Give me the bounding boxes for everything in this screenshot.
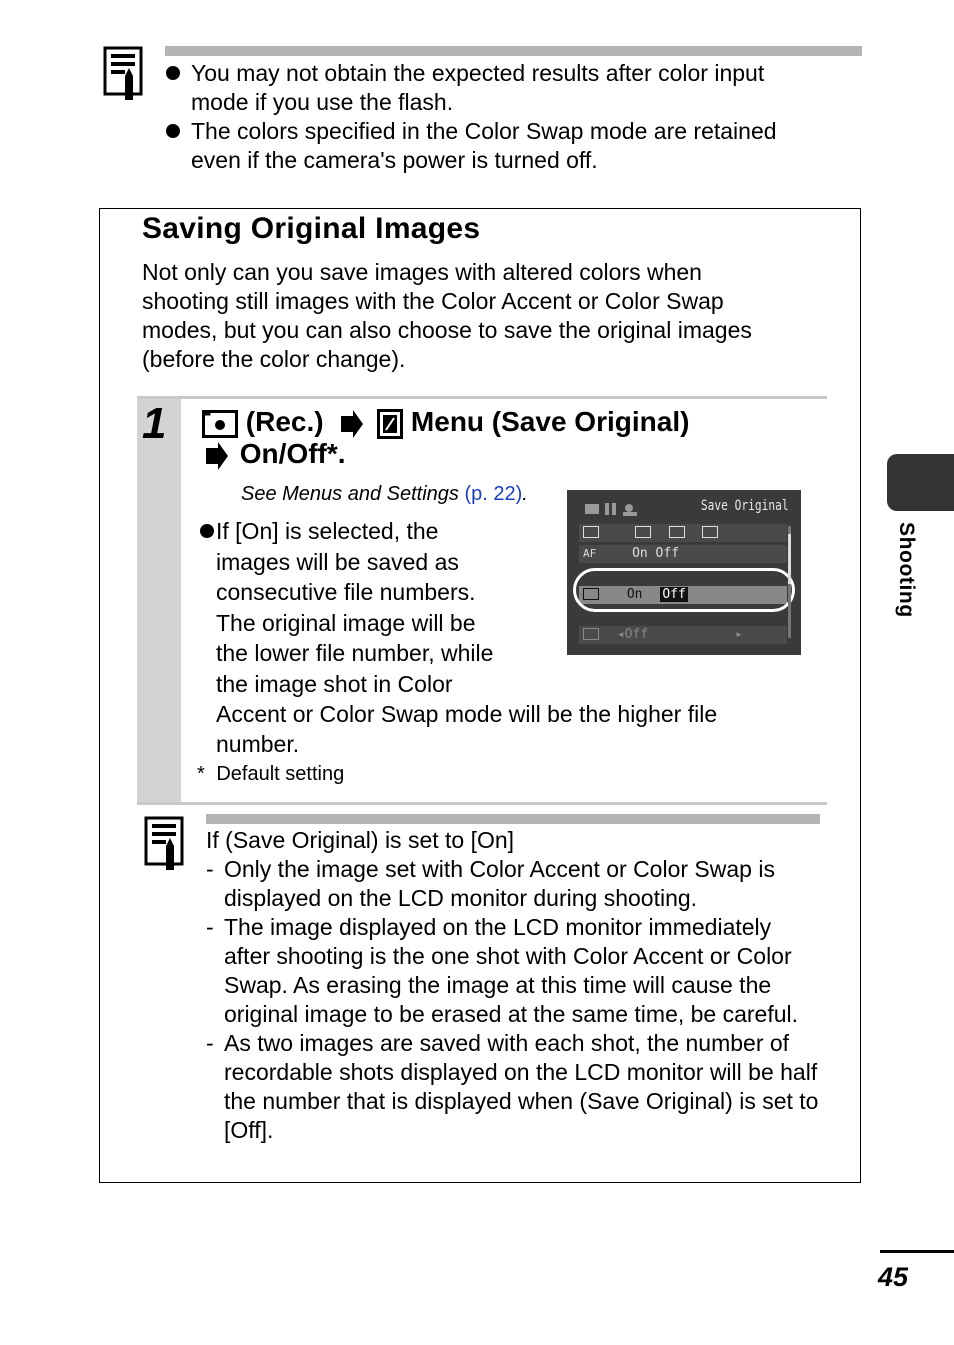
step-body-line: If [On] is selected, the — [216, 518, 439, 544]
step-number-column — [137, 399, 181, 802]
page-number-rule — [880, 1250, 954, 1253]
rec-label: (Rec.) — [245, 406, 324, 437]
arrow-right-icon — [337, 410, 365, 438]
lcd-setting-icon — [583, 628, 599, 640]
see-text: See Menus and Settings — [241, 483, 459, 505]
menu-label: Menu (Save Original) — [410, 406, 690, 437]
lower-note-item — [206, 913, 821, 1029]
lcd-row-bottom — [579, 626, 787, 644]
lcd-selection-highlight — [573, 568, 795, 612]
lower-note-heading: If (Save Original) is set to [On] — [206, 827, 515, 853]
save-original-icon — [377, 409, 403, 439]
footnote — [197, 760, 344, 788]
footnote-text: Default setting — [216, 763, 345, 785]
note-icon — [144, 816, 184, 870]
step-heading-line-2 — [202, 437, 346, 471]
bullet — [200, 524, 214, 538]
note-bullet-2-line-1: The colors specified in the Color Swap mode are retained — [191, 118, 777, 144]
rec-mode-icon — [202, 410, 238, 438]
lcd-mode-icon — [583, 526, 599, 538]
lcd-title: Save Original — [701, 498, 789, 514]
bullet — [166, 66, 180, 80]
lcd-scrollbar-thumb — [788, 534, 791, 584]
chapter-tab — [887, 454, 954, 511]
lcd-row-afc — [579, 545, 787, 563]
step-heading-line-1 — [202, 405, 689, 439]
dash-marker: - — [206, 914, 214, 940]
section-title: Saving Original Images — [142, 212, 481, 245]
step-bottom-rule — [137, 802, 827, 805]
lower-note-item-text: Only the image set with Color Accent or Color Swap is displayed on the LCD monitor during shooting. — [224, 856, 775, 911]
note-bullet-2-line-2: even if the camera's power is turned off. — [191, 147, 598, 173]
step-body-line: the lower file number, while — [216, 640, 494, 666]
step-body-line: consecutive file numbers. — [216, 579, 476, 605]
dash-marker: - — [206, 1030, 214, 1056]
lower-note-item — [206, 1029, 821, 1145]
step-body-line: number. — [216, 731, 300, 757]
note-header-bar — [206, 814, 820, 824]
note-bullet-1-line-2: mode if you use the flash. — [191, 89, 454, 115]
lcd-screen-image — [567, 490, 801, 655]
lcd-afc-icon: AF — [583, 547, 597, 560]
chapter-label: Shooting — [895, 522, 918, 618]
lcd-row-modes — [579, 524, 787, 542]
note-header-bar — [165, 46, 862, 56]
lower-note — [206, 826, 821, 1145]
lower-note-item-text: The image displayed on the LCD monitor immediately after shooting is the one shot with Color Accent or Color Swap. As erasing the image at this time will cause the original image to be erased at the same time, be careful. — [224, 914, 799, 1027]
lcd-bottom-value: Off — [624, 627, 649, 642]
lcd-left-arrow-icon: ◂ — [616, 627, 625, 642]
step-body-line: images will be saved as — [216, 549, 459, 575]
note-bullet-1-line-1: You may not obtain the expected results after color input — [191, 60, 765, 86]
lcd-tab-icons — [583, 500, 643, 518]
lcd-save-on: On — [626, 587, 643, 602]
intro-line: modes, but you can also choose to save the original images — [142, 317, 752, 343]
intro-line: Not only can you save images with altered colors when — [142, 259, 702, 285]
section-intro — [142, 258, 832, 374]
bullet — [166, 124, 180, 138]
see-period: . — [522, 483, 528, 505]
step-number: 1 — [142, 399, 167, 448]
see-reference — [241, 480, 528, 508]
step-body-line: The original image will be — [216, 610, 476, 636]
intro-line: (before the color change). — [142, 346, 406, 372]
lower-note-item — [206, 855, 821, 913]
page-link[interactable]: (p. 22) — [464, 483, 523, 505]
lcd-afc-values: On Off — [632, 546, 680, 561]
step-body-line: Accent or Color Swap mode will be the higher file — [216, 701, 718, 727]
note-icon — [103, 46, 143, 100]
arrow-right-icon — [202, 442, 230, 470]
step-body-line: the image shot in Color — [216, 671, 453, 697]
lcd-right-arrow-icon: ▸ — [735, 627, 743, 642]
intro-line: shooting still images with the Color Accent or Color Swap — [142, 288, 724, 314]
lcd-mode-icon — [669, 526, 685, 538]
lcd-mode-icon — [635, 526, 651, 538]
step-top-rule — [137, 396, 827, 399]
lcd-mode-icon — [702, 526, 718, 538]
onoff-label: On/Off*. — [239, 438, 346, 469]
footnote-mark: * — [197, 763, 205, 785]
lower-note-item-text: As two images are saved with each shot, the number of recordable shots displayed on the LCD monitor will be half the number that is displayed when (Save Original) is set to [Off]. — [224, 1030, 819, 1143]
dash-marker: - — [206, 856, 214, 882]
lcd-save-off-selected: Off — [662, 587, 686, 602]
page-number: 45 — [878, 1262, 909, 1292]
